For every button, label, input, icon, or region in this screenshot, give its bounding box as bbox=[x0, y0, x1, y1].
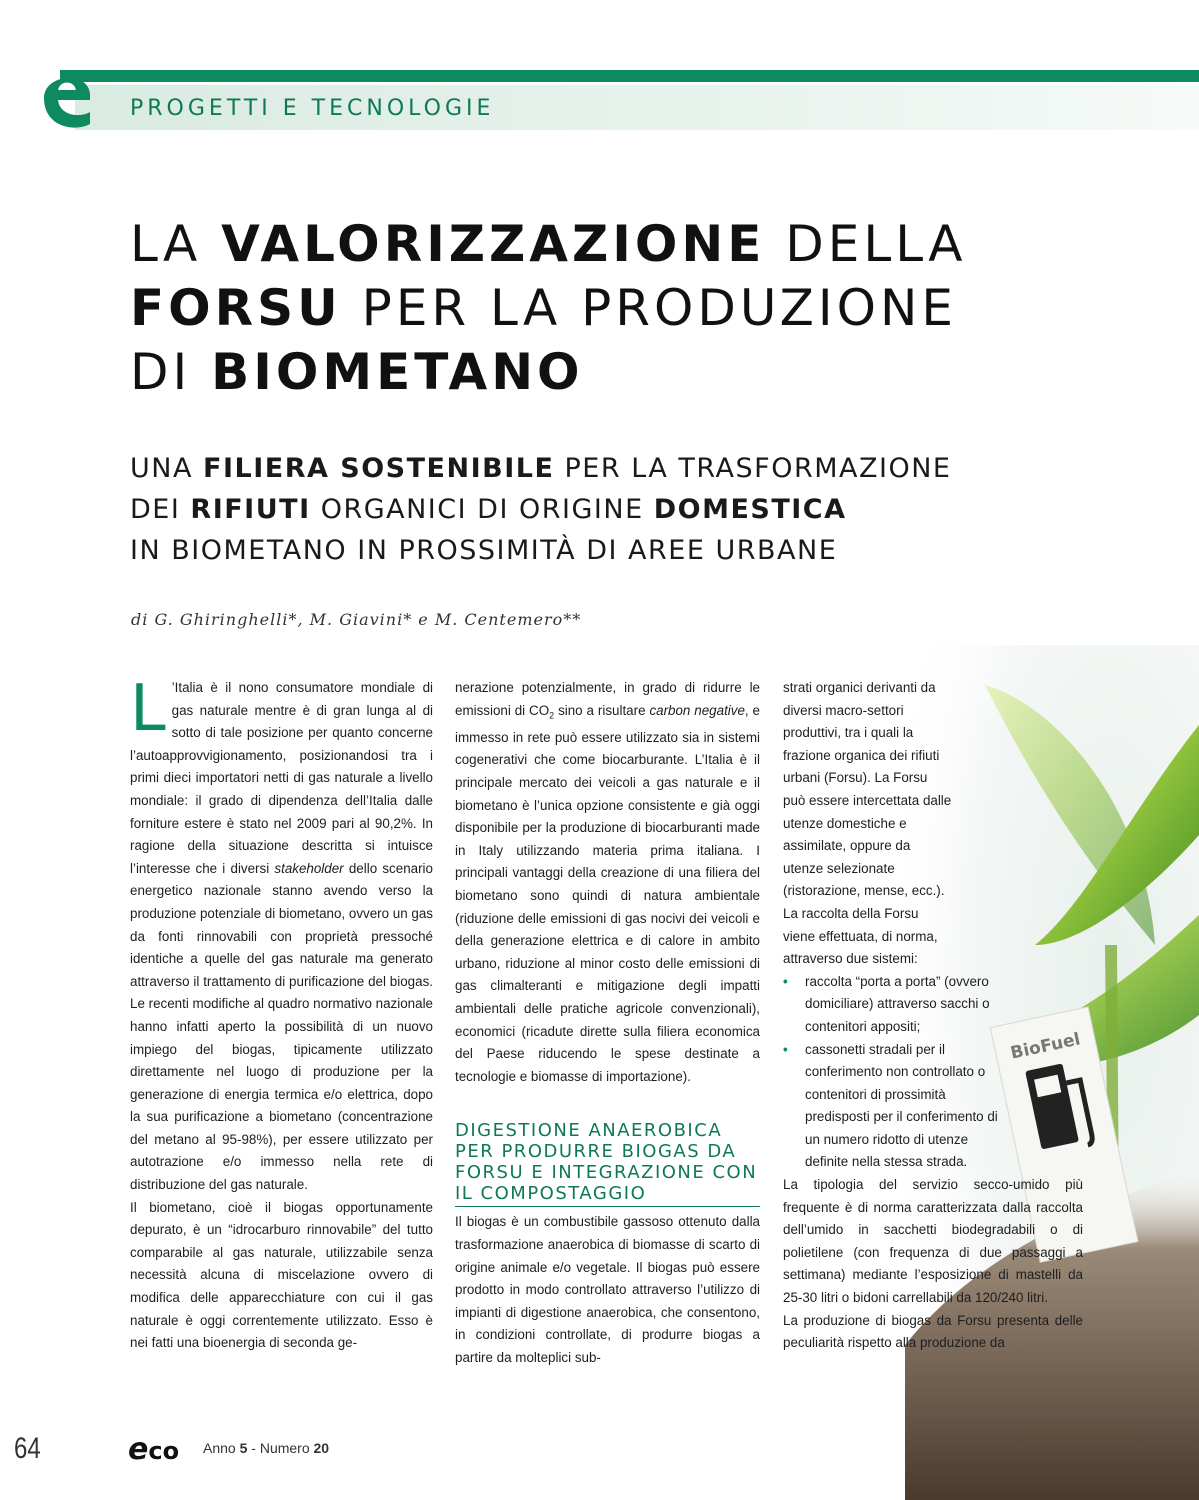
paragraph: La tipologia del servizio secco-umido più frequente è di norma caratterizzata dalla raccolta dell’umido in sacchetti biodegradabili o di polietilene (con frequenza di due passaggi a settimana) mediante l’esposizione di mastelli da 25-30 litri o bidoni carrellabili da 120/240 litri. bbox=[783, 1177, 1083, 1306]
section-label: PROGETTI E TECNOLOGIE bbox=[130, 96, 495, 121]
paragraph: La produzione di biogas da Forsu presenta delle peculiarità rispetto alla produzione da bbox=[783, 1312, 1083, 1351]
paragraph: strati organici derivanti da diversi macro-settori produttivi, tra i quali la frazione organica dei rifiuti urbani (Forsu). La Forsu può essere intercettata dalle utenze domestiche e assimilate, oppure da utenze selezionate (ristorazione, mense, ecc.). La raccolta della Forsu viene effettuata, di norma, attraverso due sistemi: bbox=[783, 680, 952, 967]
page-number: 64 bbox=[14, 1432, 41, 1465]
list-item: • cassonetti stradali per il conferimento non controllato o contenitori di prossimità predisposti per il conferimento di un numero ridotto di utenze definite nella stessa strada. bbox=[783, 1039, 1008, 1175]
article-title: LA VALORIZZAZIONE DELLA FORSU PER LA PRODUZIONE DI BIOMETANO bbox=[130, 215, 967, 401]
list-item: • raccolta “porta a porta” (ovvero domiciliare) attraverso sacchi o contenitori appositi; bbox=[783, 971, 1008, 1039]
article-subtitle: UNA FILIERA SOSTENIBILE PER LA TRASFORMAZIONE DEI RIFIUTI ORGANICI DI ORIGINE DOMESTICA IN BIOMETANO IN PROSSIMITÀ DI AREE URBANE bbox=[130, 453, 952, 566]
column-3 bbox=[783, 677, 1083, 1355]
column-1: L ’Italia è il nono consumatore mondiale di gas naturale mentre è di gran lunga al di sotto di tale posizione per quanto concerne l’autoapprovvigionamento, posizionandosi tra i primi dieci importatori netti di gas naturale a livello mondiale: il grado di dipendenza dell’Italia dalle forniture estere è stato nel 2009 pari al 90,2%. In ragione della situazione descritta si intuisce l’interesse che i diversi stakeholder dello scenario energetico nazionale stanno avendo verso la produzione potenziale di biometano, ovvero un gas da fonti rinnovabili con proprietà pressoché identiche a quelle del gas naturale ma generato attraverso il trattamento di purificazione del biogas. Le recenti modifiche al quadro normativo nazionale hanno infatti aperto la possibilità di un nuovo impiego del biogas, tipicamente utilizzato direttamente nel luogo di produzione per la generazione di energia termica e/o elettrica, dopo la sua purificazione a biometano (concentrazione del metano al 95-98%), per essere utilizzato per autotrazione e/o immesso nella rete di distribuzione del gas naturale. Il biometano, cioè il biogas opportunamente depurato, è un “idrocarburo rinnovabile” del tutto comparabile al gas naturale, utilizzabile senza necessità alcuna di miscelazione ovvero di modifica delle apparecchiature con cui il gas naturale è oggi correntemente utilizzato. Esso è nei fatti una bioenergia di seconda ge- bbox=[130, 677, 433, 1355]
bullet-icon: • bbox=[783, 973, 788, 989]
paragraph: Il biometano, cioè il biogas opportunamente depurato, è un “idrocarburo rinnovabile” del tutto comparabile al gas naturale, utilizzabile senza necessità alcuna di miscelazione ovvero di modifica delle apparecchiature con cui il gas naturale è oggi correntemente utilizzato. Esso è nei fatti una bioenergia di seconda ge- bbox=[130, 1199, 433, 1351]
bullet-icon: • bbox=[783, 1041, 788, 1057]
issue-info: Anno 5 - Numero 20 bbox=[203, 1440, 330, 1456]
paragraph: Il biogas è un combustibile gassoso ottenuto dalla trasformazione anaerobica di biomasse di scarto di origine animale e/o vegetale. Il biogas può essere prodotto in modo controllato attraverso l’utilizzo di impianti di digestione anaerobica, che consentono, in condizioni controllate, di produrre biogas a partire da molteplici sub- bbox=[455, 1214, 760, 1365]
e-logo-icon bbox=[36, 60, 96, 132]
column-2: nerazione potenzialmente, in grado di ridurre le emissioni di $CO_2$ sino a risultare carbon negative, e immesso in rete può essere utilizzato sia in sistemi cogenerativi che come biocarburante. L’Italia è il principale mercato dei veicoli a gas naturale e il biometano è l’unica opzione consistente e già oggi disponibile per la produzione di biocarburanti made in Italy utilizzando materia prima italiana. I principali vantaggi della creazione di una filiera del biometano sono quindi di natura ambientale (riduzione delle emissioni di gas nocivi dei veicoli e della generazione elettrica e di calore in ambito urbano, riduzione al minor costo delle emissioni di gas climalteranti e mitigazione degli impatti ambientali delle pratiche agricole convenzionali), economici (ricadute dirette sulla filiera economica del Paese riducendo le spese destinate a tecnologie e biomasse di importazione). DIGESTIONE ANAEROBICA PER PRODURRE BIOGAS DA FORSU E INTEGRAZIONE CON IL COMPOSTAGGIO Il biogas è un combustibile gassoso ottenuto dalla trasformazione anaerobica di biomasse di scarto di origine animale e/o vegetale. Il biogas può essere prodotto in modo controllato attraverso l’utilizzo di impianti di digestione anaerobica, che consentono, in condizioni controllate, di produrre biogas a partire da molteplici sub- bbox=[455, 677, 760, 1370]
drop-cap: L bbox=[130, 672, 166, 746]
byline: di G. Ghiringhelli*, M. Giavini* e M. Centemero** bbox=[131, 610, 582, 629]
bullet-list bbox=[783, 971, 1008, 1174]
eco-logo: eco bbox=[128, 1432, 180, 1467]
biofuel-tag-label: BioFuel bbox=[1008, 1029, 1083, 1064]
section-heading: DIGESTIONE ANAEROBICA PER PRODURRE BIOGAS DA FORSU E INTEGRAZIONE CON IL COMPOSTAGGIO bbox=[455, 1120, 760, 1207]
header-bar bbox=[60, 70, 1199, 82]
